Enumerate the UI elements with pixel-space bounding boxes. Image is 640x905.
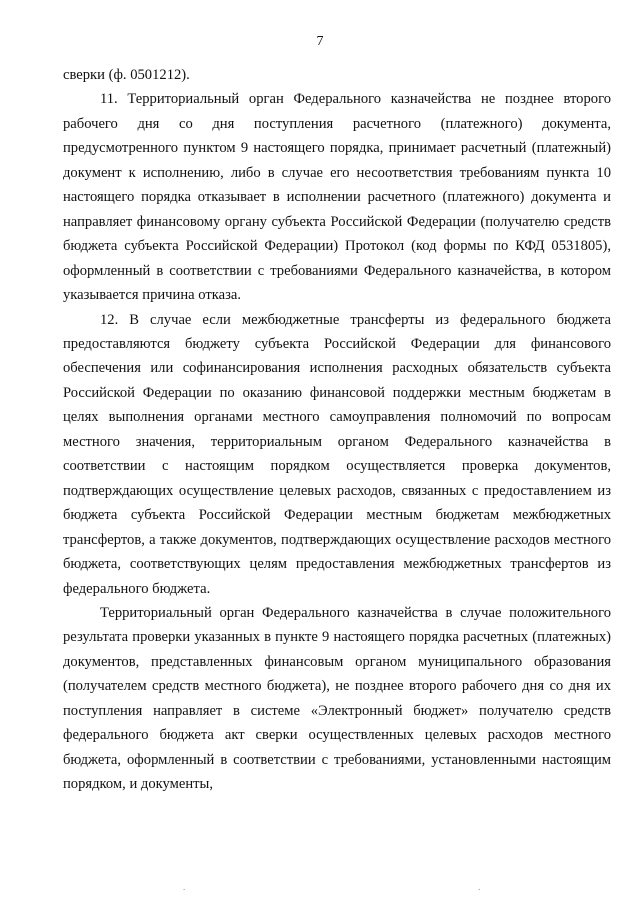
paragraph-12: 12. В случае если межбюджетные трансферты из федерального бюджета предоставляются бюджету субъекта Российской Федерации для финансового обеспечения или софинансирования исполнения расходных обязательств субъекта Российской Федерации по оказанию финансовой поддержки местным бюджетам в целях выполнения органами местного самоуправления полномочий по вопросам местного значения, территориальным органом Федерального казначейства в соответствии с настоящим порядком осуществляется проверка документов, подтверждающих осуществление целевых расходов, связанных с предоставлением из бюджета субъекта Российской Федерации местным бюджетам межбюджетных трансфертов, а также документов, подтверждающих осуществление расходов местного бюджета, соответствующих целям предоставления межбюджетных трансфертов из федерального бюджета. (63, 311, 611, 597)
paragraph-territorial-organ: Территориальный орган Федерального казначейства в случае положительного результата проверки указанных в пункте 9 настоящего порядка расчетных (платежных) документов, представленных финансовым органом муниципального образования (получателем средств местного бюджета), не позднее второго рабочего дня со дня их поступления направляет в системе «Электронный бюджет» получателю средств федерального бюджета акт сверки осуществленных целевых расходов местного бюджета, оформленный в соответствии с требованиями, установленными настоящим порядком, и документы, (63, 604, 611, 793)
scan-mark-right: . (478, 882, 481, 892)
paragraph-continuation: сверки (ф. 0501212). (63, 67, 190, 83)
paragraph-11: 11. Территориальный орган Федерального казначейства не позднее второго рабочего дня со дня поступления расчетного (платежного) документа, предусмотренного пунктом 9 настоящего порядка, принимает расчетный (платежный) документ к исполнению, либо в случае его несоответствия требованиям пункта 10 настоящего порядка отказывает в исполнении расчетного (платежного) документа и направляет финансовому органу субъекта Российской Федерации (получателю средств бюджета субъекта Российской Федерации) Протокол (код формы по КФД 0531805), оформленный в соответствии с требованиями Федерального казначейства, в котором указывается причина отказа. (63, 91, 611, 304)
document-body (63, 63, 611, 797)
page-number: 7 (316, 34, 324, 49)
scan-mark-left: . (183, 882, 186, 892)
